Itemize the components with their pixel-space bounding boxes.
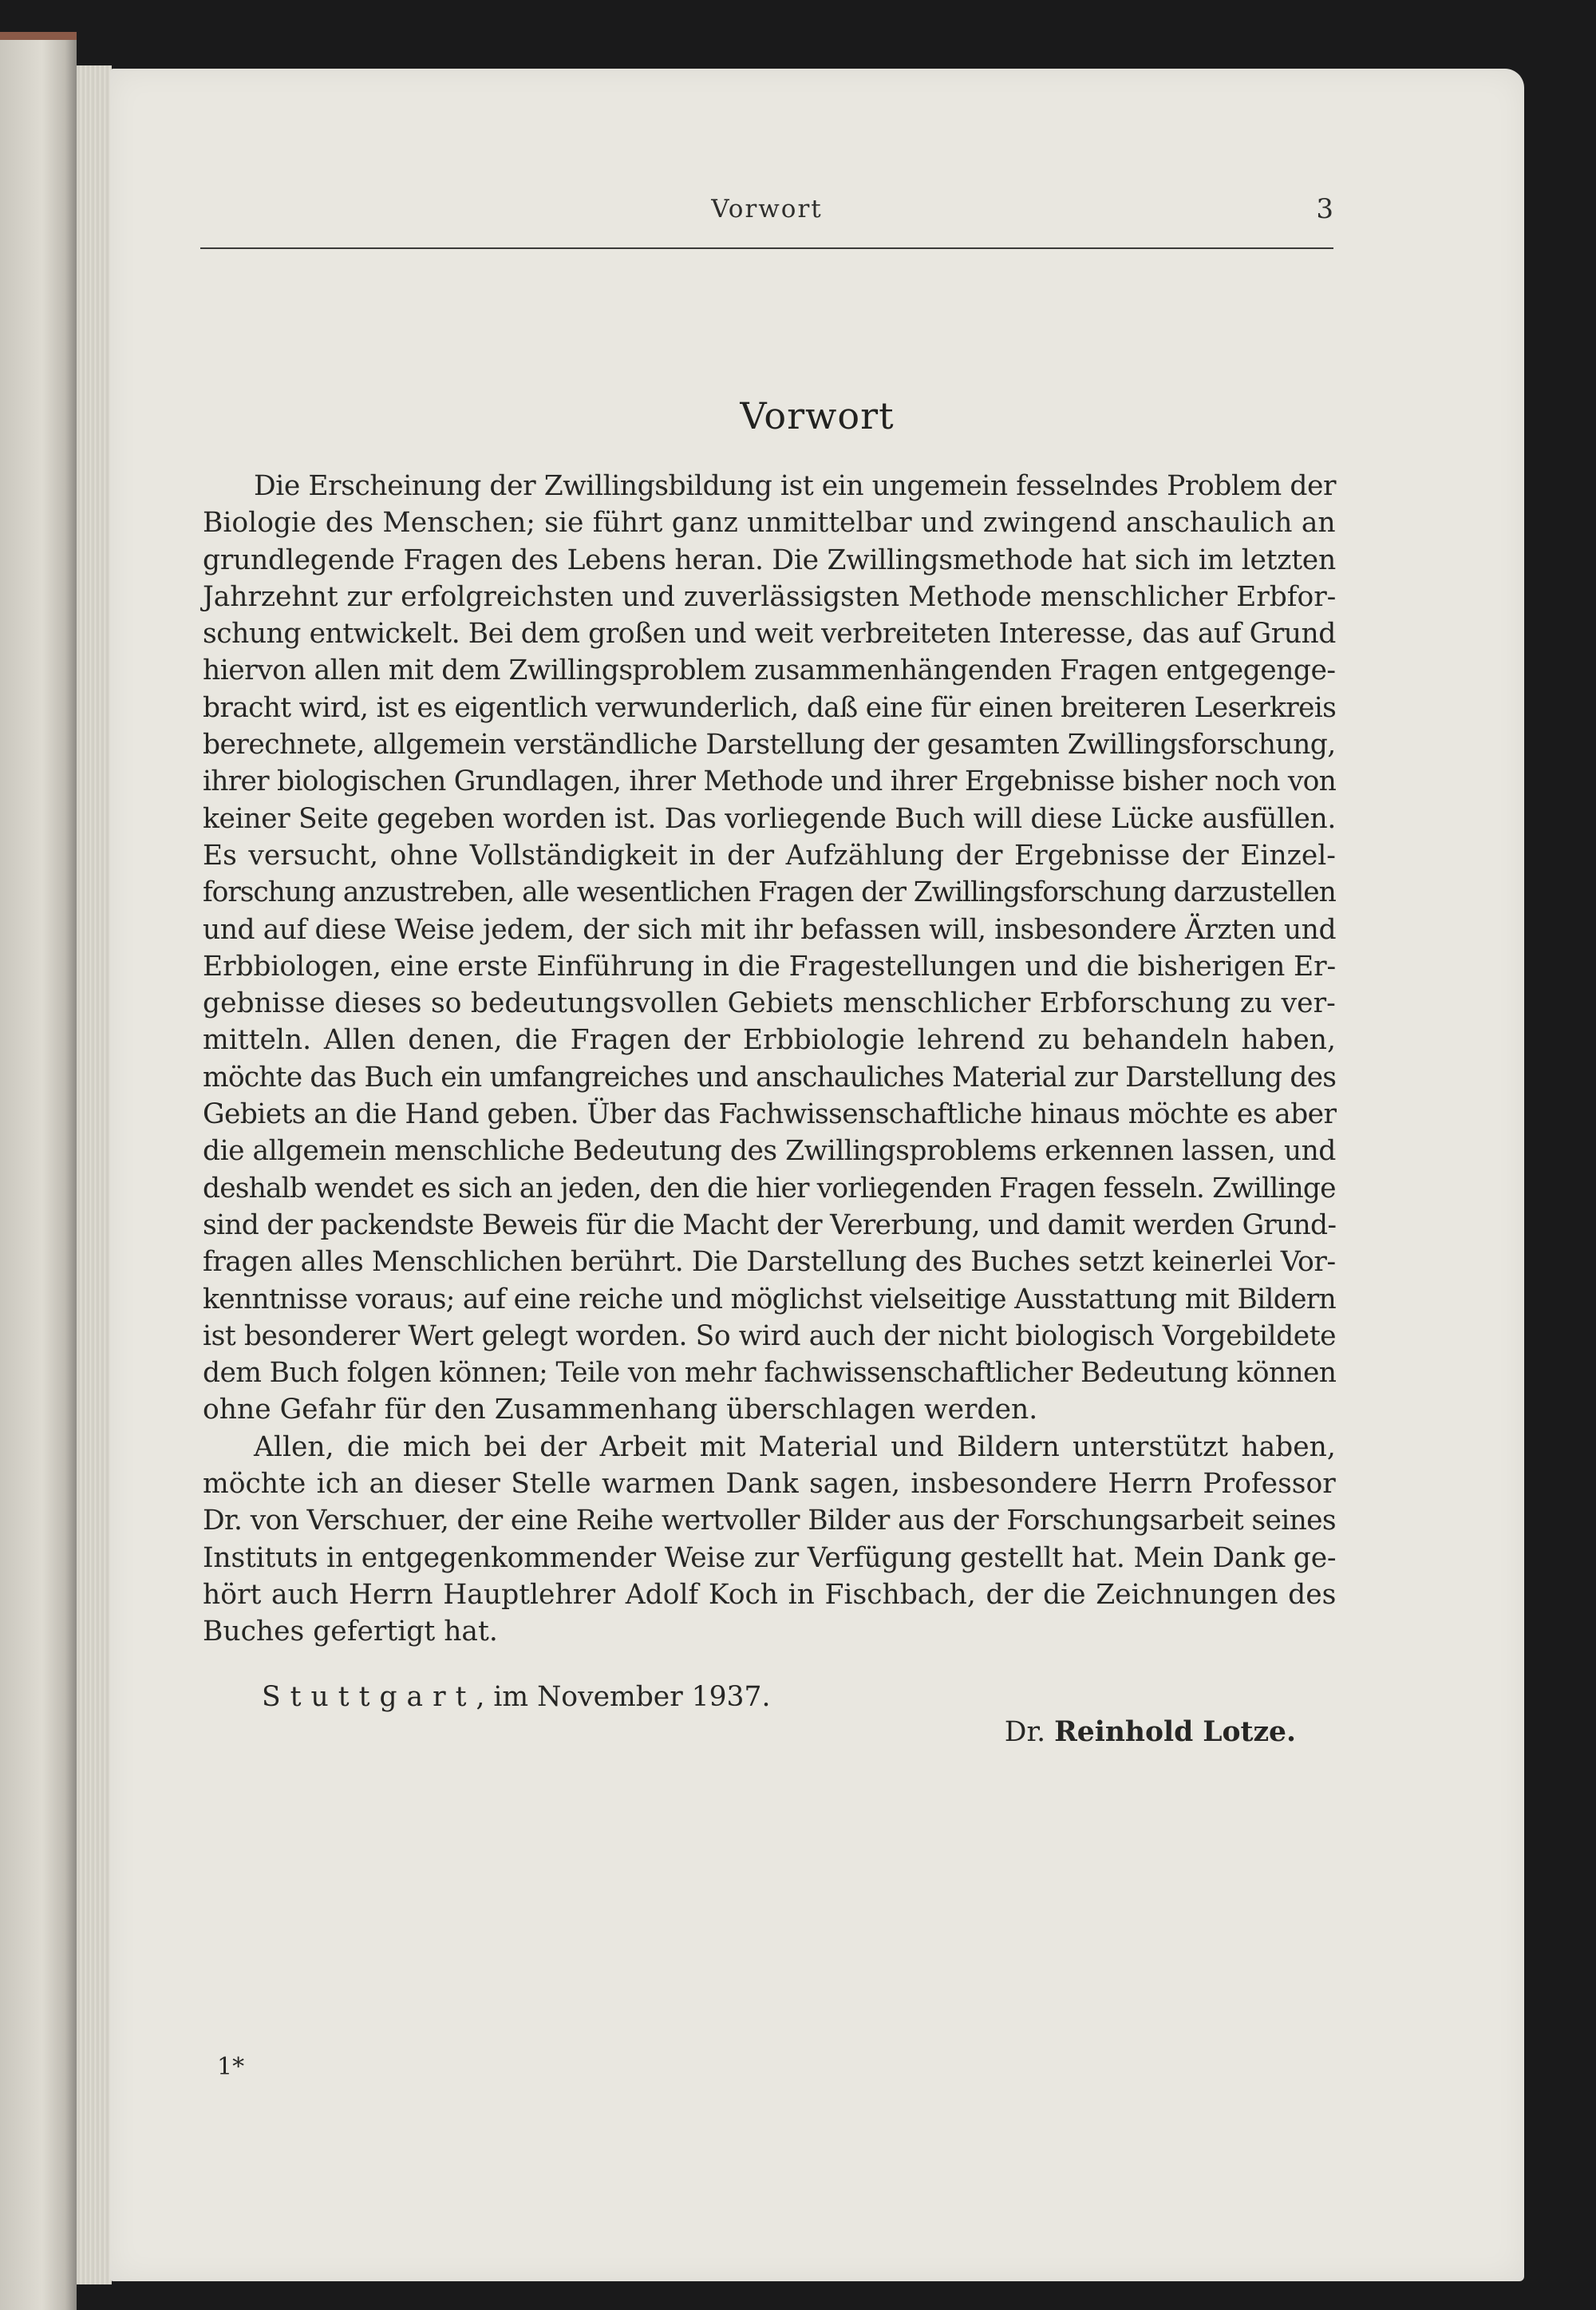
text-line: mitteln. Allen denen, die Fragen der Erbbiologie lehrend zu behandeln haben, xyxy=(203,1024,1336,1057)
text-line: möchte ich an dieser Stelle warmen Dank sagen, insbesondere Herrn Professor xyxy=(203,1468,1336,1501)
facing-page-edge xyxy=(0,32,77,2310)
text-line: grundlegende Fragen des Lebens heran. Die Zwillingsmethode hat sich im letzten xyxy=(203,544,1336,576)
text-line: ist besonderer Wert gelegt worden. So wird auch der nicht biologisch Vorgebildete xyxy=(203,1319,1337,1352)
book-page xyxy=(110,69,1524,2281)
chapter-heading: Vorwort xyxy=(740,394,895,437)
printer-signature-mark: 1* xyxy=(217,2053,245,2081)
book-gutter xyxy=(77,65,112,2284)
text-line: Gebiets an die Hand geben. Über das Fachwissenschaftliche hinaus möchte es aber xyxy=(203,1098,1337,1131)
text-line: hört auch Herrn Hauptlehrer Adolf Koch in Fischbach, der die Zeichnungen des xyxy=(203,1578,1337,1611)
date: , im November 1937. xyxy=(476,1681,771,1713)
text-line: forschung anzustreben, alle wesentlichen Fragen der Zwillingsforschung darzustellen xyxy=(203,876,1336,909)
text-line: bracht wird, ist es eigentlich verwunderlich, daß eine für einen breiteren Leserkreis xyxy=(203,691,1337,724)
preface-text xyxy=(203,468,1336,1651)
text-line: Jahrzehnt zur erfolgreichsten und zuverlässigsten Methode menschlicher Erbfor- xyxy=(203,580,1337,613)
signature-title: Dr. xyxy=(1004,1716,1046,1748)
text-line: Erbbiologen, eine erste Einführung in die Fragestellungen und die bisherigen Er- xyxy=(203,950,1337,983)
signature-name: Reinhold Lotze. xyxy=(1054,1716,1296,1748)
text-line: Buches gefertigt hat. xyxy=(203,1616,498,1648)
text-line: berechnete, allgemein verständliche Darstellung der gesamten Zwillingsforschung, xyxy=(203,729,1336,761)
running-header xyxy=(200,195,1333,249)
running-title: Vorwort xyxy=(711,195,823,223)
text-line: Biologie des Menschen; sie führt ganz unmittelbar und zwingend anschaulich an xyxy=(203,507,1336,540)
text-line: schung entwickelt. Bei dem großen und weit verbreiteten Interesse, das auf Grund xyxy=(203,618,1336,651)
text-line: gebnisse dieses so bedeutungsvollen Gebiets menschlicher Erbforschung zu ver- xyxy=(203,987,1336,1020)
text-line: hiervon allen mit dem Zwillingsproblem zusammenhängenden Fragen entgegenge- xyxy=(203,655,1336,687)
text-line: ohne Gefahr für den Zusammenhang überschlagen werden. xyxy=(203,1394,1038,1426)
text-line: deshalb wendet es sich an jeden, den die hier vorliegenden Fragen fesseln. Zwillinge xyxy=(203,1172,1336,1204)
text-line: Dr. von Verschuer, der eine Reihe wertvoller Bilder aus der Forschungsarbeit seines xyxy=(203,1505,1336,1537)
text-line: möchte das Buch ein umfangreiches und anschauliches Material zur Darstellung des xyxy=(203,1061,1337,1094)
text-line: Instituts in entgegenkommender Weise zur Verfügung gestellt hat. Mein Dank ge- xyxy=(203,1541,1337,1574)
text-line: Es versucht, ohne Vollständigkeit in der Aufzählung der Ergebnisse der Einzel- xyxy=(203,839,1336,872)
text-line: ihrer biologischen Grundlagen, ihrer Methode und ihrer Ergebnisse bisher noch von xyxy=(203,765,1337,798)
text-line: Die Erscheinung der Zwillingsbildung ist ein ungemein fesselndes Problem der xyxy=(254,470,1337,502)
page-number: 3 xyxy=(1316,193,1333,225)
text-line: sind der packendste Beweis für die Macht der Vererbung, und damit werden Grund- xyxy=(203,1208,1337,1241)
text-line: die allgemein menschliche Bedeutung des Zwillingsproblems erkennen lassen, und xyxy=(203,1135,1336,1168)
text-line: kenntnisse voraus; auf eine reiche und möglichst vielseitige Ausstattung mit Bildern xyxy=(203,1283,1337,1315)
place-date-line xyxy=(262,1681,770,1713)
text-line: Allen, die mich bei der Arbeit mit Material und Bildern unterstützt haben, xyxy=(254,1430,1336,1463)
text-line: keiner Seite gegeben worden ist. Das vorliegende Buch will diese Lücke ausfüllen. xyxy=(203,802,1337,835)
text-line: fragen alles Menschlichen berührt. Die Darstellung des Buches setzt keinerlei Vor- xyxy=(203,1246,1336,1279)
place: Stuttgart xyxy=(262,1681,476,1713)
author-signature xyxy=(1005,1716,1296,1748)
text-line: und auf diese Weise jedem, der sich mit ihr befassen will, insbesondere Ärzten und xyxy=(203,913,1337,946)
text-line: dem Buch folgen können; Teile von mehr fachwissenschaftlicher Bedeutung können xyxy=(203,1357,1337,1390)
